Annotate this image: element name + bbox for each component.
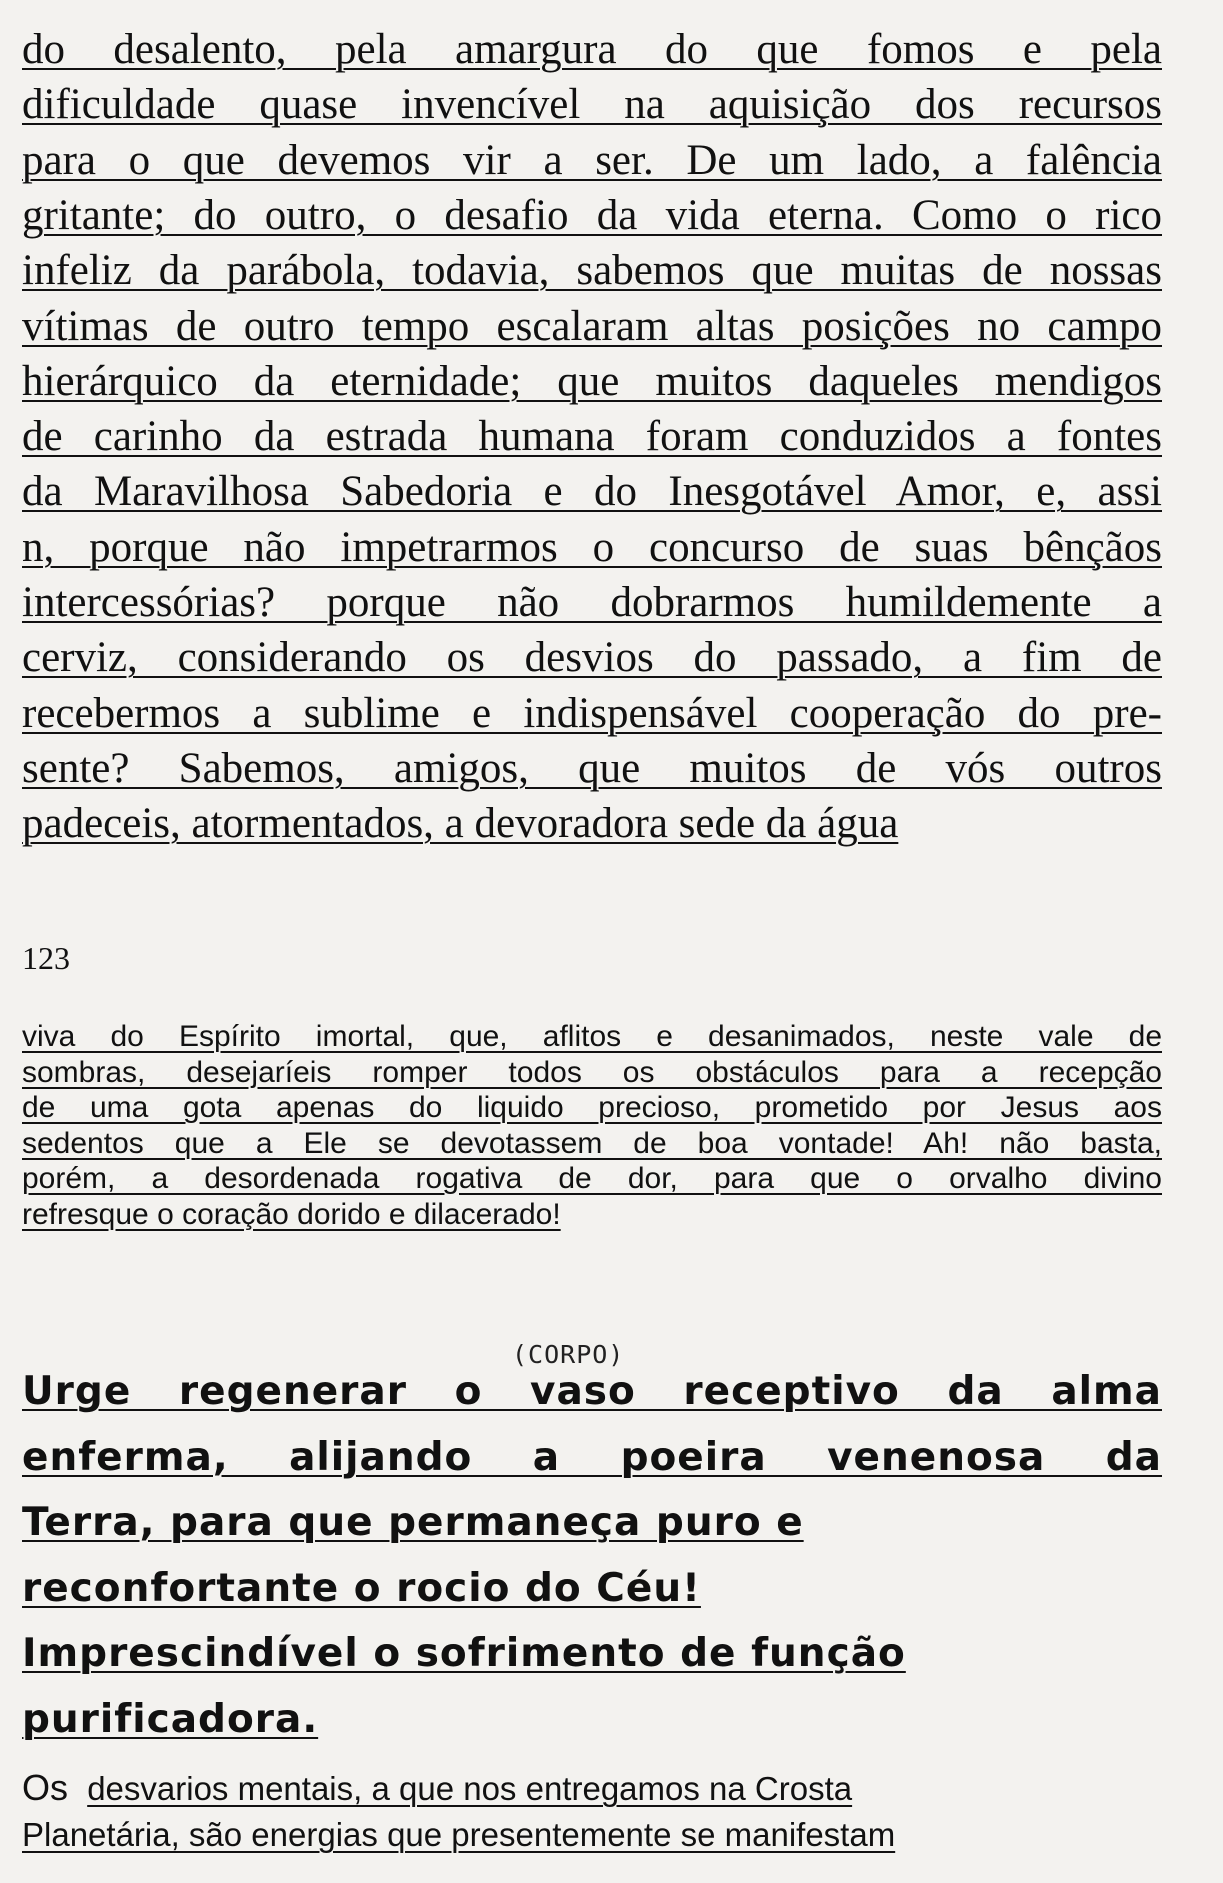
last-line-1-text: desvarios mentais, a que nos entregamos na Crosta bbox=[87, 1770, 853, 1807]
bold-text-line: enferma, alijando a poeira venenosa da bbox=[22, 1434, 1162, 1480]
serif-text-line: dificuldade quase invencível na aquisição dos recursos bbox=[22, 81, 1162, 129]
serif-text-line: intercessórias? porque não dobrarmos humildemente a bbox=[22, 579, 1162, 626]
serif-text-line: recebermos a sublime e indispensável cooperação do pre- bbox=[22, 689, 1162, 737]
serif-text-line: n, porque não impetrarmos o concurso de suas bênçãos bbox=[22, 523, 1162, 571]
serif-text-line: para o que devemos vir a ser. De um lado, a falência bbox=[22, 136, 1162, 184]
serif-text-line: hierárquico da eternidade; que muitos daqueles mendigos bbox=[22, 357, 1162, 405]
serif-text-line: padeceis, atormentados, a devoradora sede da água bbox=[22, 800, 899, 848]
sans-text-line: de uma gota apenas do liquido precioso, prometido por Jesus aos bbox=[22, 1091, 1162, 1124]
handwritten-note: (CORPO) bbox=[512, 1340, 625, 1369]
last-line-2: Planetária, são energias que presentemente se manifestam bbox=[22, 1816, 896, 1853]
serif-text-line: do desalento, pela amargura do que fomos e pela bbox=[22, 26, 1162, 73]
bold-text-line: Terra, para que permaneça puro e bbox=[22, 1500, 804, 1545]
serif-text-line: cerviz, considerando os desvios do passado, a fim de bbox=[22, 634, 1162, 682]
serif-text-line: vítimas de outro tempo escalaram altas posições no campo bbox=[22, 302, 1162, 350]
sans-text-line: sedentos que a Ele se devotassem de boa vontade! Ah! não basta, bbox=[22, 1126, 1162, 1160]
page-number: 123 bbox=[22, 940, 70, 976]
bold-text-line: reconfortante o rocio do Céu! bbox=[22, 1565, 701, 1611]
last-line-lead-word: Os bbox=[22, 1768, 69, 1808]
bold-text-line: Imprescindível o sofrimento de função bbox=[22, 1631, 906, 1676]
serif-text-line: da Maravilhosa Sabedoria e do Inesgotável Amor, e, assi bbox=[22, 468, 1162, 516]
sans-text-line: sombras, desejaríeis romper todos os obstáculos para a recepção bbox=[22, 1055, 1162, 1089]
serif-text-line: de carinho da estrada humana foram conduzidos a fontes bbox=[22, 413, 1162, 461]
bold-text-line: purificadora. bbox=[22, 1696, 319, 1742]
bold-text-line: Urge regenerar o vaso receptivo da alma bbox=[22, 1369, 1162, 1414]
sans-text-line: refresque o coração dorido e dilacerado! bbox=[22, 1197, 561, 1231]
serif-text-line: gritante; do outro, o desafio da vida eterna. Como o rico bbox=[22, 191, 1162, 239]
serif-text-line: infeliz da parábola, todavia, sabemos que muitas de nossas bbox=[22, 247, 1162, 295]
sans-text-line: porém, a desordenada rogativa de dor, para que o orvalho divino bbox=[22, 1162, 1162, 1195]
serif-text-line: sente? Sabemos, amigos, que muitos de vós outros bbox=[22, 744, 1162, 792]
last-line-1 bbox=[22, 1768, 1162, 1809]
sans-text-line: viva do Espírito imortal, que, aflitos e desanimados, neste vale de bbox=[22, 1020, 1162, 1053]
